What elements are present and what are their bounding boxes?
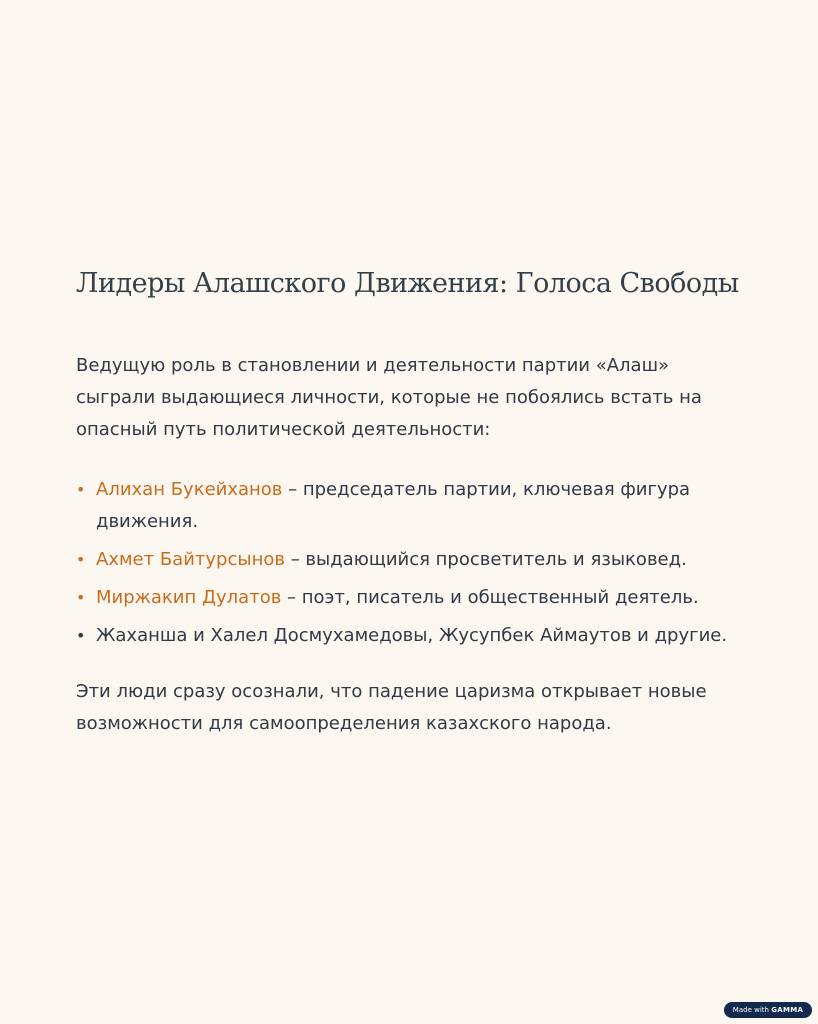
outro-paragraph: Эти люди сразу осознали, что падение царизма открывает новые возможности для самоопределения казахского народа. [76, 681, 707, 734]
badge-prefix: Made with [732, 1006, 769, 1014]
others-text: Жаханша и Халел Досмухамедовы, Жусупбек Аймаутов и другие. [96, 625, 728, 646]
leader-description: – председатель партии, ключевая фигура движения. [96, 479, 691, 532]
leader-name: Ахмет Байтурсынов [96, 549, 285, 570]
bullet-icon: • [76, 626, 86, 645]
leader-description: – поэт, писатель и общественный деятель. [281, 587, 699, 608]
bullet-icon: • [76, 588, 86, 607]
gamma-logo: GAMMA [771, 1006, 804, 1014]
leader-name: Миржакип Дулатов [96, 587, 282, 608]
bullet-icon: • [76, 480, 86, 499]
leader-name: Алихан Букейханов [96, 479, 283, 500]
list-item [76, 544, 748, 576]
bullet-icon: • [76, 550, 86, 569]
slide-content [76, 266, 748, 740]
made-with-gamma-badge[interactable] [724, 1002, 812, 1018]
leaders-list [76, 474, 748, 652]
list-item [76, 620, 748, 652]
intro-paragraph: Ведущую роль в становлении и деятельности партии «Алаш» сыграли выдающиеся личности, которые не побоялись встать на опасный путь политической деятельности: [76, 355, 702, 440]
list-item [76, 474, 748, 538]
slide-title: Лидеры Алашского Движения: Голоса Свободы [76, 268, 739, 299]
leader-description: – выдающийся просветитель и языковед. [284, 549, 687, 570]
list-item [76, 582, 748, 614]
